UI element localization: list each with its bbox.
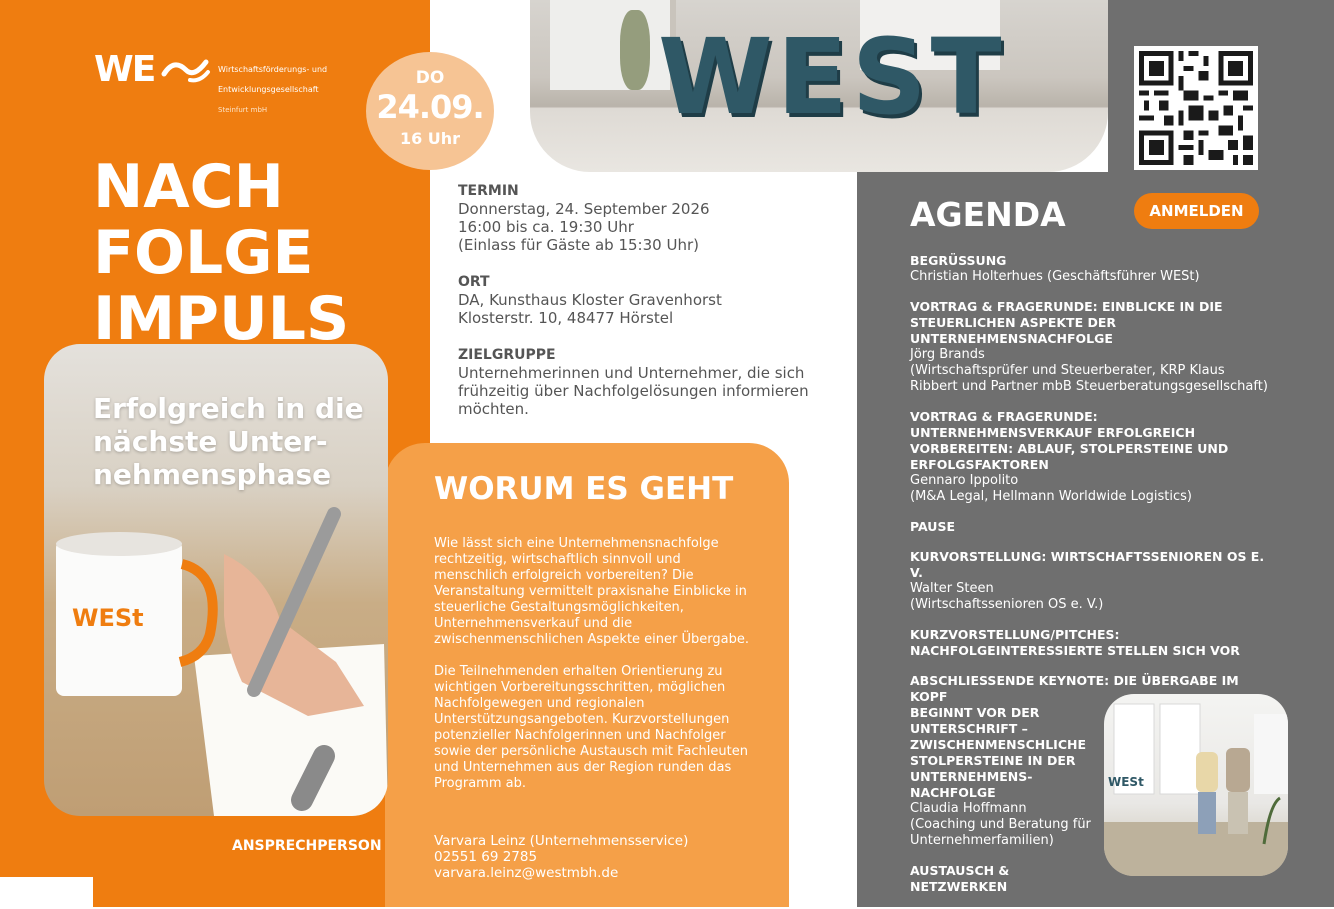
wall bbox=[1254, 714, 1288, 794]
headline-line: IMPULS bbox=[93, 284, 350, 354]
zielgruppe-label: ZIELGRUPPE bbox=[458, 347, 556, 363]
agenda-title: AGENDA bbox=[910, 195, 1066, 234]
headline-line: FOLGE bbox=[93, 218, 314, 288]
agenda-photo bbox=[1104, 694, 1288, 876]
west-sign-letters: WEST bbox=[658, 16, 1006, 138]
person bbox=[1226, 748, 1250, 792]
worum-text bbox=[434, 536, 756, 808]
office-photo-illustration bbox=[1104, 694, 1288, 876]
ort-label: ORT bbox=[458, 274, 490, 290]
contact-phone[interactable]: 02551 69 2785 bbox=[434, 849, 538, 865]
ort-text: DA, Kunsthaus Kloster Gravenhorst Klosterstr. 10, 48477 Hörstel bbox=[458, 291, 722, 327]
worum-paragraph: Wie lässt sich eine Unternehmensnachfolge rechtzeitig, wirtschaftlich sinnvoll und menschlich erfolgreich vorbereiten? Die Veranstaltung vermittelt praxisnahe Einblicke in steuerliche Gestaltungsmöglichkeiten, Unternehmensverkauf und die zwischenmenschlichen Aspekte einer Übergabe. bbox=[434, 536, 749, 647]
office-sign-text: WESt bbox=[1108, 775, 1144, 789]
agenda-item bbox=[910, 519, 1280, 535]
person bbox=[1198, 792, 1216, 834]
date-badge-date: 24.09. bbox=[376, 88, 484, 126]
contact-block bbox=[434, 833, 774, 881]
mug-logo-text: WESt bbox=[72, 604, 144, 632]
logo-sub-line2: Entwicklungsgesellschaft bbox=[218, 85, 319, 94]
agenda-item-title: VORTRAG & FRAGERUNDE: EINBLICKE IN DIE STEUERLICHEN ASPEKTE DER UNTERNEHMENSNACHFOLGE bbox=[910, 299, 1223, 346]
event-info bbox=[458, 183, 838, 438]
agenda-item bbox=[910, 627, 1280, 659]
contact-email[interactable]: varvara.leinz@westmbh.de bbox=[434, 865, 619, 881]
contact-label: ANSPRECHPERSON bbox=[232, 838, 382, 854]
agenda-item-body: Gennaro Ippolito (M&A Legal, Hellmann Worldwide Logistics) bbox=[910, 473, 1192, 504]
agenda-item-title: ABSCHLIESSENDE KEYNOTE: DIE ÜBERGABE IM KOPF BEGINNT VOR DER UNTERSCHRIFT – ZWISCHENMENSCHLICHE STOLPERSTEINE IN DER UNTERNEHMENS- NACHFOLGE bbox=[910, 673, 1239, 800]
headline-line: NACH bbox=[93, 152, 284, 222]
logo-swoosh-icon bbox=[160, 56, 212, 84]
person bbox=[1228, 792, 1248, 834]
worum-title: WORUM ES GEHT bbox=[434, 471, 734, 507]
mug-handle bbox=[180, 564, 213, 662]
agenda-item bbox=[910, 549, 1280, 613]
tile-floor bbox=[1104, 822, 1288, 876]
agenda-item-body: Walter Steen (Wirtschaftssenioren OS e. V.) bbox=[910, 581, 1104, 612]
date-badge-time: 16 Uhr bbox=[399, 129, 461, 148]
agenda-item-title: VORTRAG & FRAGERUNDE: UNTERNEHMENSVERKAUF ERFOLGREICH VORBEREITEN: ABLAUF, STOLPERSTEINE UND ERFOLGSFAKTOREN bbox=[910, 409, 1229, 472]
window bbox=[1160, 704, 1200, 794]
zielgruppe-text: Unternehmerinnen und Unternehmer, die sich frühzeitig über Nachfolgelösungen informieren möchten. bbox=[458, 364, 809, 418]
agenda-item bbox=[910, 409, 1280, 505]
agenda-item-title: AUSTAUSCH & NETZWERKEN bbox=[910, 863, 1010, 894]
agenda-item bbox=[910, 253, 1280, 285]
termin-label: TERMIN bbox=[458, 183, 519, 199]
agenda-item-body: Christian Holterhues (Geschäftsführer WESt) bbox=[910, 269, 1200, 284]
worum-paragraph: Die Teilnehmenden erhalten Orientierung zu wichtigen Vorbereitungsschritten, möglichen Nachfolgewegen und regionalen Unterstützungsangeboten. Kurzvorstellungen potenzieller Nachfolgerinnen und Nachfolger sowie der persönliche Austausch mit Fachleuten und Unternehmen aus der Region runden das Programm ab. bbox=[434, 664, 748, 791]
date-badge bbox=[366, 52, 494, 170]
mug-rim bbox=[56, 532, 182, 556]
agenda-item-body: Jörg Brands (Wirtschaftsprüfer und Steuerberater, KRP Klaus Ribbert und Partner mbB Steuerberatungsgesellschaft) bbox=[910, 347, 1268, 394]
register-button[interactable]: ANMELDEN bbox=[1134, 193, 1259, 229]
logo-sub-line3: Steinfurt mbH bbox=[218, 106, 268, 114]
main-headline bbox=[93, 154, 349, 352]
logo-wordmark: WE bbox=[94, 49, 155, 90]
agenda-item-title: PAUSE bbox=[910, 519, 955, 534]
agenda-item-title: BEGRÜSSUNG bbox=[910, 253, 1007, 268]
logo-sub-line1: Wirtschaftsförderungs- und bbox=[218, 65, 328, 74]
termin-text: Donnerstag, 24. September 2026 16:00 bis ca. 19:30 Uhr (Einlass für Gäste ab 15:30 Uhr) bbox=[458, 200, 710, 254]
photo-plant bbox=[620, 10, 650, 90]
agenda-item-title: KURVORSTELLUNG: WIRTSCHAFTSSENIOREN OS E. V. bbox=[910, 549, 1265, 580]
bottom-white-strip bbox=[0, 877, 93, 907]
person bbox=[1196, 752, 1218, 792]
subheadline: Erfolgreich in die nächste Unter- nehmensphase bbox=[93, 392, 364, 491]
date-badge-day: DO bbox=[415, 68, 445, 88]
logo-subtitle bbox=[218, 55, 327, 125]
west-logo[interactable] bbox=[94, 49, 334, 114]
agenda-item-body: Claudia Hoffmann (Coaching und Beratung für Unternehmerfamilien) bbox=[910, 801, 1091, 848]
qr-code-icon[interactable] bbox=[1134, 46, 1258, 170]
agenda-item bbox=[910, 299, 1280, 395]
top-photo bbox=[530, 0, 1108, 172]
contact-name: Varvara Leinz (Unternehmensservice) bbox=[434, 833, 689, 849]
agenda-item-title: KURZVORSTELLUNG/PITCHES: NACHFOLGEINTERESSIERTE STELLEN SICH VOR bbox=[910, 627, 1240, 658]
